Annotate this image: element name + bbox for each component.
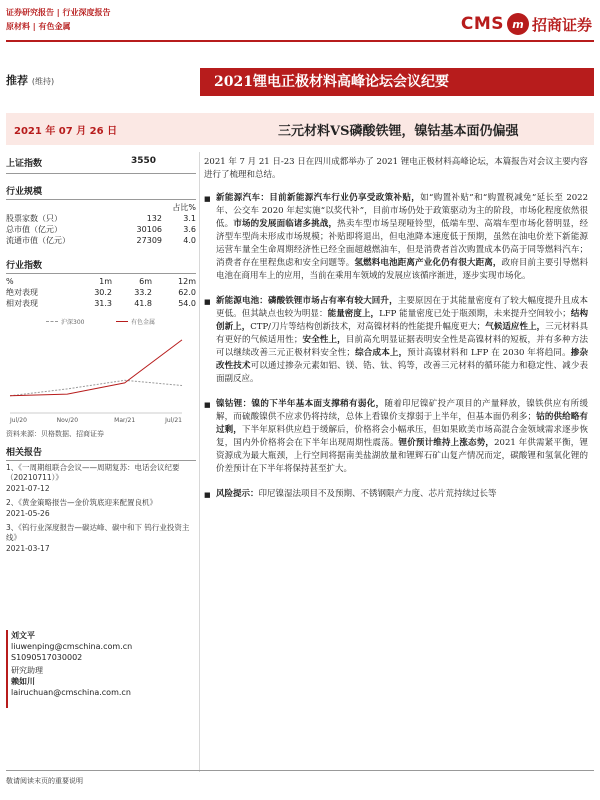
perf-value: 33.2 bbox=[134, 288, 152, 297]
chart-x-tick-label: Jul/20 bbox=[10, 417, 27, 424]
report-date: 2021 年 07 月 26 日 bbox=[14, 126, 118, 137]
bullet-bold: 锂价预计维持上涨态势， bbox=[398, 438, 495, 448]
legend-label: 沪深300 bbox=[61, 319, 85, 326]
bullet-text: 预计高镍材料和 LFP 在 2030 年将趋同。 bbox=[407, 348, 571, 358]
related-report-date: 2021-07-12 bbox=[6, 484, 50, 493]
bullet-square-icon: ■ bbox=[204, 195, 211, 203]
bullet-text: 随着印尼镍矿投产项目的产量释放，镍铁供应有所缓解，而硫酸镍供不应求仍将持续，总体上看镍价支撑弱于上半年，但基本面仍利多； bbox=[216, 399, 588, 422]
bullet-bold: 钴的供给略有过剩， bbox=[216, 412, 588, 435]
perf-label: 相对表现 bbox=[6, 299, 38, 308]
rating-label: 推荐 bbox=[6, 74, 28, 87]
bullet-text: 如“购置补贴”和“购置税减免”延长至 2022 年、公交车 2020 年起实施“以奖代补”，目前市场仍处于政策驱动为主的阶段，市场化程度依然很低。 bbox=[216, 193, 588, 229]
chart-x-tick-label: Nov/20 bbox=[56, 417, 79, 424]
bullet-bold: 氢燃料电池距离产业化仍有很大距离， bbox=[354, 258, 502, 268]
cms-logo bbox=[461, 12, 592, 36]
bullet-ev bbox=[204, 192, 588, 283]
perf-header-cell: 1m bbox=[99, 277, 112, 286]
bullet-bold: 掺杂改性技术 bbox=[216, 348, 588, 371]
perf-label: 绝对表现 bbox=[6, 288, 38, 297]
logo-latin: CMS bbox=[460, 14, 504, 34]
index-chart bbox=[6, 315, 188, 427]
bullet-text: 政府目前主要引导燃料电池在商用车上的应用，当前在乘用车领域的发展应该循序渐进，逐步实现市场化。 bbox=[216, 258, 588, 281]
bullet-bold: 镍的下半年基本面支撑稍有弱化， bbox=[251, 399, 385, 409]
bullet-heading: 风险提示： bbox=[216, 489, 259, 499]
report-category-line1: 证券研究报告 | 行业深度报告 bbox=[6, 8, 111, 17]
analyst-block bbox=[6, 630, 196, 698]
related-report[interactable]: 2、《黄金策略报告—金价筑底迎来配置良机》 bbox=[6, 498, 158, 507]
scale-title: 行业规模 bbox=[6, 182, 196, 200]
sidebar bbox=[6, 152, 196, 698]
related-report[interactable]: 3、《钨行业深度报告—碳达峰、碳中和下 钨行业投资主线》 bbox=[6, 523, 190, 542]
scale-header-row bbox=[6, 202, 196, 213]
bullet-text: 可以通过掺杂元素如铝、镁、锆、钛、钨等，改善三元材料的循环能力和稳定性、减少表面副反应。 bbox=[216, 361, 588, 384]
legend-item bbox=[116, 317, 155, 326]
market-index bbox=[6, 152, 196, 174]
assistant-name: 赖如川 bbox=[11, 676, 35, 686]
index-value: 3550 bbox=[130, 156, 156, 166]
perf-value: 54.0 bbox=[178, 299, 196, 308]
scale-header: 占比% bbox=[172, 203, 196, 212]
index-name: 上证指数 bbox=[6, 159, 43, 169]
perf-row bbox=[6, 287, 196, 298]
bullet-metals bbox=[204, 398, 588, 476]
bullet-bold: 结构创新上， bbox=[216, 309, 588, 332]
bullet-text: 三元材料具有更好的气候适用性； bbox=[216, 322, 588, 345]
intro-paragraph: 2021 年 7 月 21 日-23 日在四川成都举办了 2021 锂电正极材料高峰论坛，本篇报告对会议主要内容进行了梳理和总结。 bbox=[204, 157, 588, 180]
scale-share: 4.0 bbox=[183, 236, 196, 245]
bullet-bold: 市场的发展面临诸多挑战， bbox=[233, 219, 338, 229]
related-report[interactable]: 1、《一周期组联合会议——周期复苏：电话会议纪要（20210711）》 bbox=[6, 463, 180, 482]
scale-label: 总市值（亿元） bbox=[6, 225, 62, 234]
report-title: 2021锂电正极材料高峰论坛会议纪要 bbox=[200, 68, 594, 96]
analyst-id: S1090517030002 bbox=[11, 653, 83, 662]
bullet-risk bbox=[204, 488, 588, 502]
related-title: 相关报告 bbox=[6, 443, 196, 461]
scale-row bbox=[6, 213, 196, 224]
analyst-name: 刘文平 bbox=[11, 630, 35, 640]
bullet-text: 2021 年供需紧平衡，锂资源成为最大瓶颈，上行空间将据南美盐湖放量和锂辉石矿山复产情况而定，碳酸锂和氢氧化锂的价差预计在下半年将保持甚至扩大。 bbox=[216, 438, 588, 474]
index-chart-svg bbox=[6, 315, 188, 427]
perf-value: 41.8 bbox=[134, 299, 152, 308]
assistant-role: 研究助理 bbox=[11, 666, 43, 675]
header-divider bbox=[6, 40, 594, 42]
assistant-email[interactable]: lairuchuan@cmschina.com.cn bbox=[11, 688, 131, 697]
rating-sub: (维持) bbox=[31, 77, 55, 86]
bullet-text: LFP 能量密度已处于瓶颈期，未来提升空间较小； bbox=[379, 309, 571, 319]
bullet-heading: 镍钴锂： bbox=[216, 399, 252, 409]
analyst-email[interactable]: liuwenping@cmschina.com.cn bbox=[11, 642, 133, 651]
legend-label: 有色金属 bbox=[131, 319, 156, 326]
bullet-bold: 气候适应性上， bbox=[485, 322, 546, 332]
chart-series-line bbox=[10, 340, 182, 396]
scale-label: 流通市值（亿元） bbox=[6, 236, 70, 245]
bullet-text: 目前高允明显证据表明安全性是高镍材料的短板，并有多种方法可以继续改善三元正极材料安全性； bbox=[216, 335, 588, 358]
bullet-text: 主要原因在于其能量密度有了较大幅度提升且成本更低。但其缺点也较为明显： bbox=[216, 296, 588, 319]
scale-row bbox=[6, 224, 196, 235]
footer-note: 敬请阅读末页的重要说明 bbox=[6, 777, 83, 785]
bullet-square-icon: ■ bbox=[204, 298, 211, 306]
bullet-bold: 综合成本上， bbox=[354, 348, 408, 358]
scale-value: 132 bbox=[146, 214, 162, 223]
perf-value: 62.0 bbox=[178, 288, 196, 297]
scale-row bbox=[6, 235, 196, 246]
footer-divider bbox=[6, 770, 594, 771]
rating bbox=[6, 72, 54, 88]
logo-mark-icon: m bbox=[507, 13, 529, 35]
column-divider bbox=[199, 152, 200, 772]
scale-share: 3.1 bbox=[183, 214, 196, 223]
report-category-line2: 原材料 | 有色金属 bbox=[6, 22, 71, 31]
bullet-bold: 安全性上， bbox=[302, 335, 346, 345]
bullet-bold: 磷酸铁锂市场占有率有较大回升， bbox=[267, 296, 398, 306]
perf-row bbox=[6, 298, 196, 309]
legend-item bbox=[46, 317, 84, 326]
bullet-text: 印尼镍湿法项目不及预期、不锈钢限产力度、芯片荒持续过长等 bbox=[258, 489, 497, 499]
perf-header bbox=[6, 276, 196, 287]
bullet-text: CTP/刀片等结构创新技术，对高镍材料的性能提升幅度更大； bbox=[250, 322, 486, 332]
chart-x-tick-label: Jul/21 bbox=[165, 417, 182, 424]
main-content bbox=[204, 156, 588, 514]
bullet-text: 下半年原料供应趋于缓解后，价格将会小幅承压，但如果欧美市场高混合金领域需求逐步恢复，国内外价格将会在下半年出现周期性震荡。 bbox=[216, 425, 588, 448]
logo-chinese: 招商证券 bbox=[531, 15, 592, 34]
bullet-bold: 目前新能源汽车行业仍享受政策补贴， bbox=[269, 193, 421, 203]
related-report-date: 2021-03-17 bbox=[6, 544, 50, 553]
bullet-square-icon: ■ bbox=[204, 401, 211, 409]
bullet-text: 热卖车型市场呈现哑铃型，低端车型、高端车型市场化替明显，经济型车型尚未形成市场规模；补贴即将退出，但电池降本速度低于预期，虽然在油电价差下新能源运营车量全生命周期经济性已经全面超越燃油车，但是消费者首次购置成本仍高于同等燃料汽车；消费者存在里程焦虑和安全问题等。 bbox=[216, 219, 588, 268]
scale-value: 30106 bbox=[136, 225, 162, 234]
perf-header-cell: % bbox=[6, 277, 14, 286]
scale-share: 3.6 bbox=[183, 225, 196, 234]
perf-header-cell: 6m bbox=[139, 277, 152, 286]
report-category bbox=[6, 6, 111, 34]
related-report-date: 2021-05-26 bbox=[6, 509, 50, 518]
report-subtitle: 三元材料VS磷酸铁锂，镍钴基本面仍偏强 bbox=[278, 124, 519, 139]
bullet-heading: 新能源电池： bbox=[216, 296, 268, 306]
bullet-bold: 能量密度上， bbox=[327, 309, 380, 319]
perf-value: 31.3 bbox=[94, 299, 112, 308]
perf-value: 30.2 bbox=[94, 288, 112, 297]
bullet-square-icon: ■ bbox=[204, 491, 211, 499]
chart-x-tick-label: Mar/21 bbox=[114, 417, 136, 424]
scale-value: 27309 bbox=[136, 236, 162, 245]
scale-label: 股票家数（只） bbox=[6, 214, 62, 223]
analyst-accent bbox=[6, 630, 8, 708]
bullet-heading: 新能源汽车： bbox=[216, 193, 270, 203]
bullet-battery bbox=[204, 295, 588, 386]
data-source: 资料来源：贝格数据、招商证券 bbox=[6, 430, 104, 438]
perf-header-cell: 12m bbox=[178, 277, 196, 286]
perf-title: 行业指数 bbox=[6, 256, 196, 274]
